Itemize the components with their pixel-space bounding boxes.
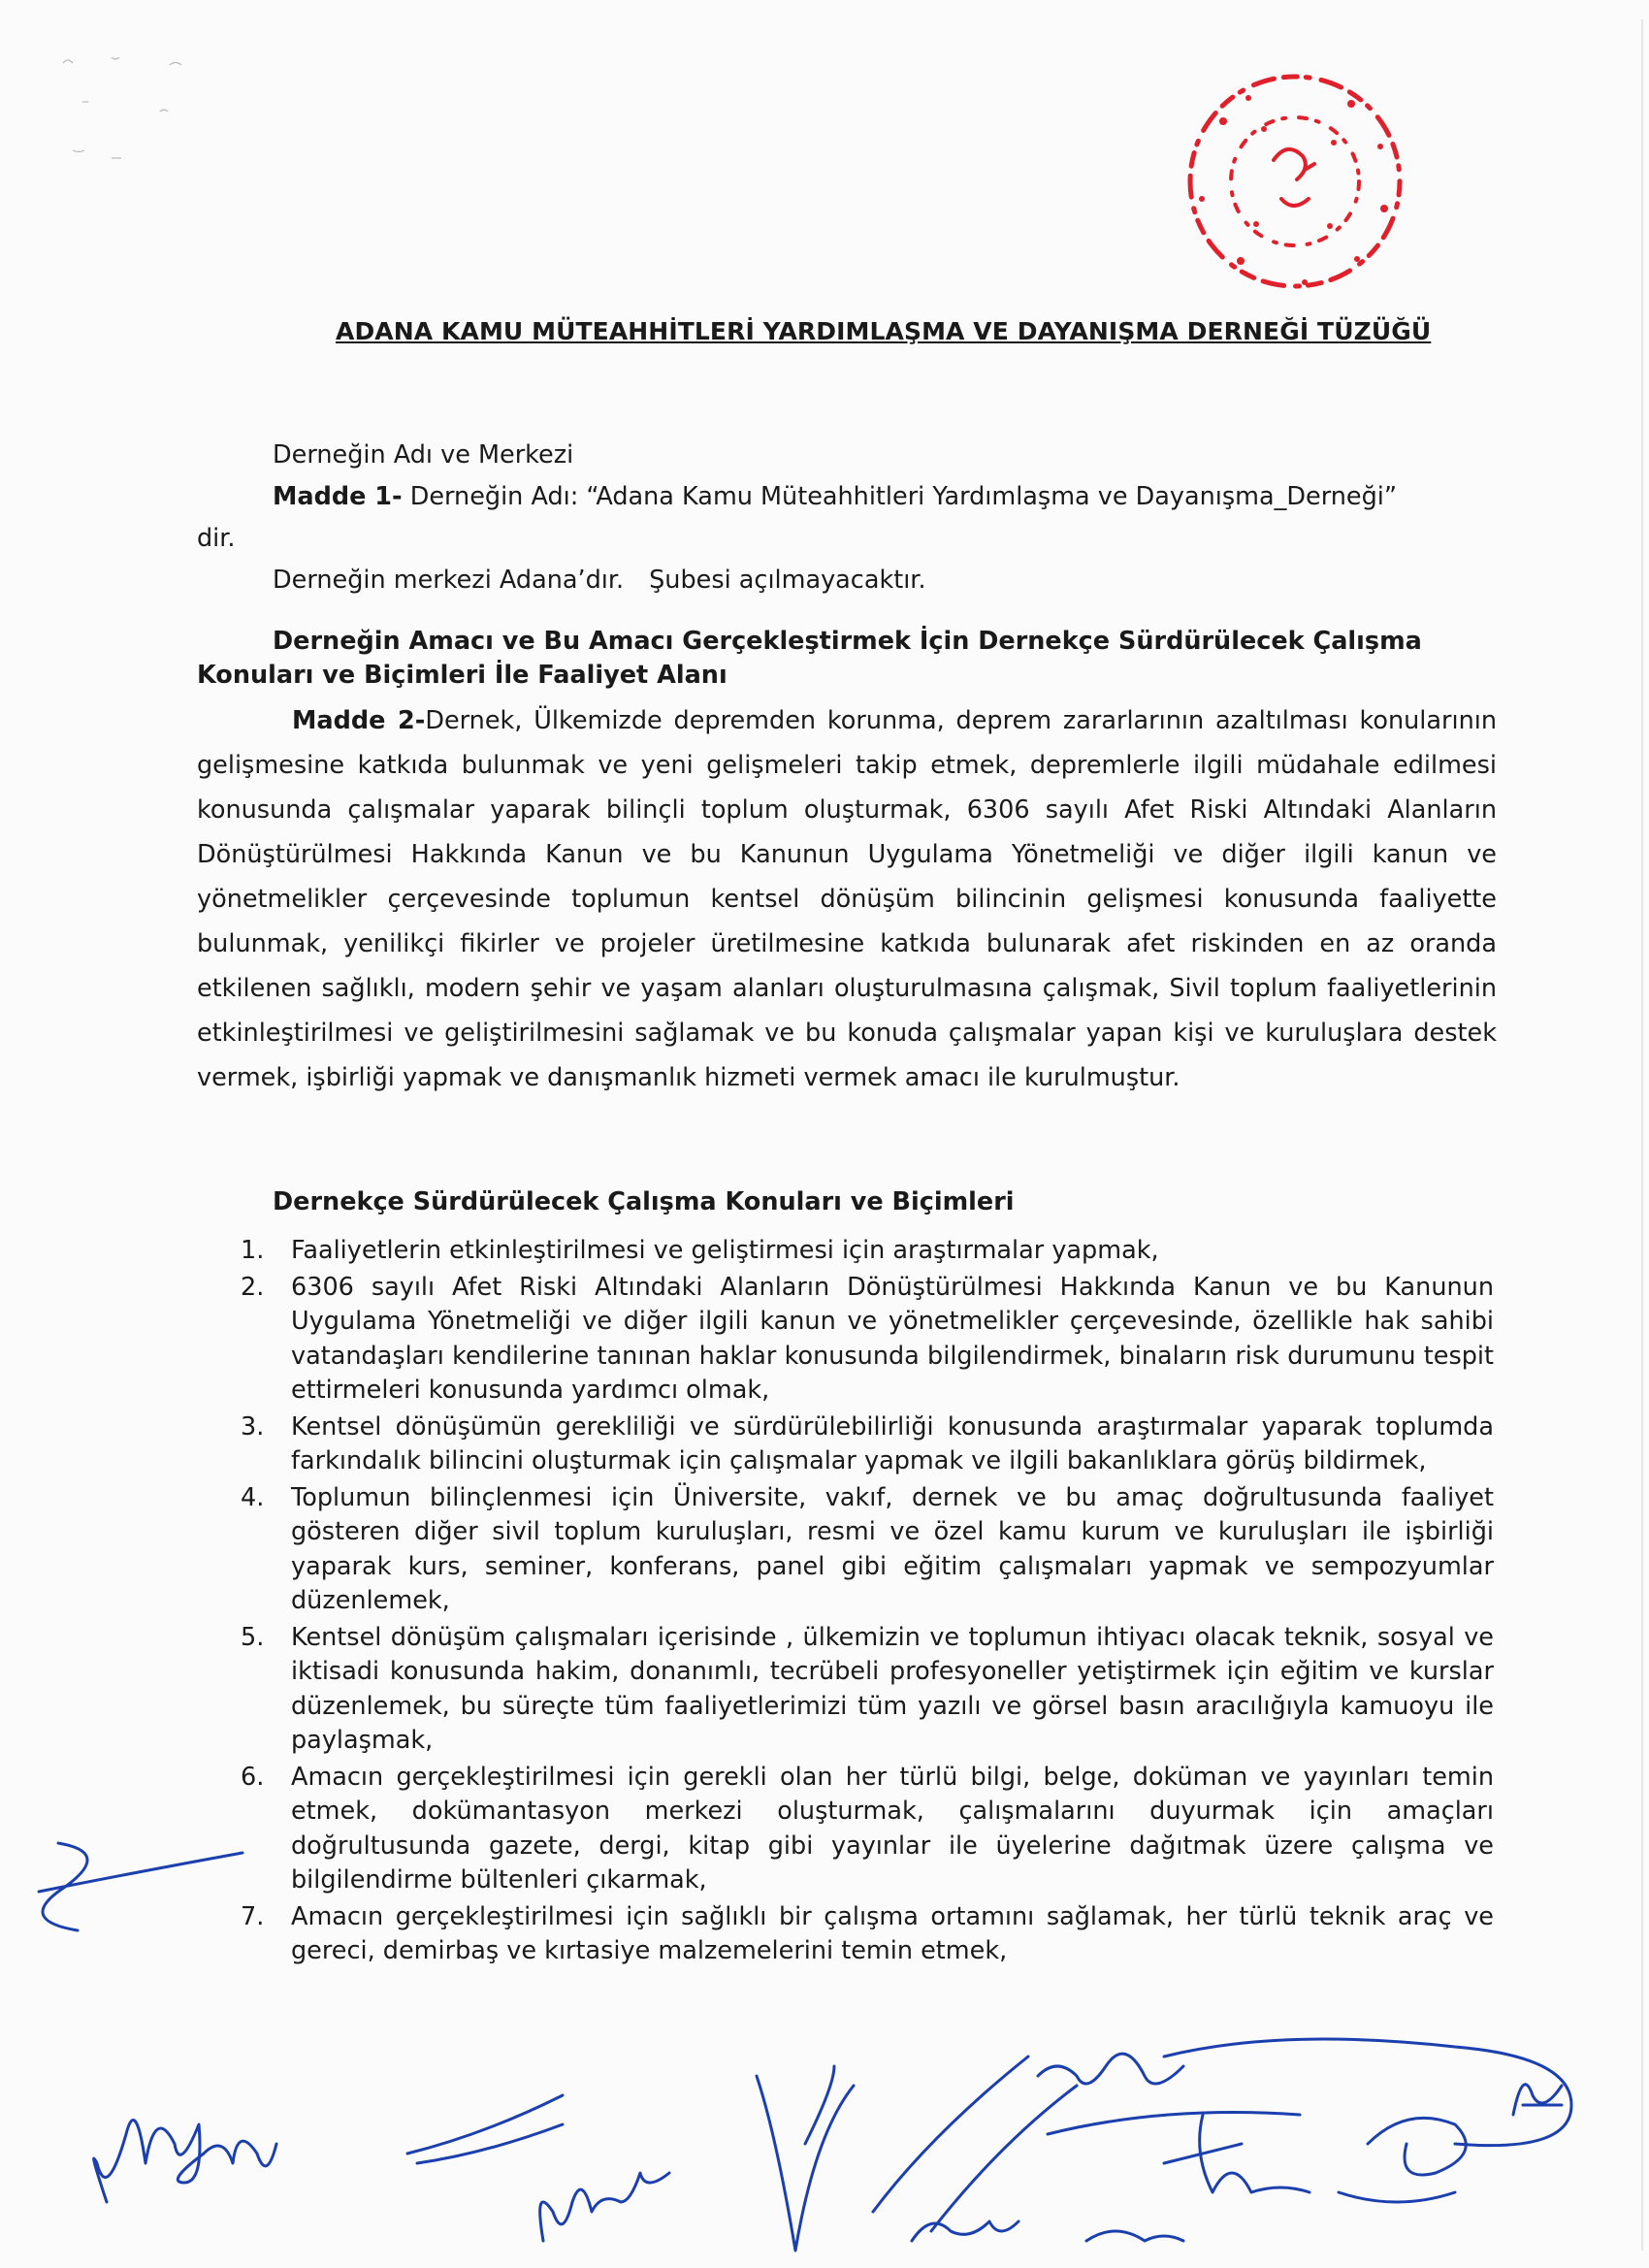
- signature-2: [407, 2095, 563, 2163]
- list-item: [241, 1481, 1494, 1619]
- item-number: 7.: [241, 1901, 265, 1931]
- item-number: 5.: [241, 1622, 265, 1652]
- signature-6: [1038, 2054, 1300, 2134]
- signature-9: [1339, 2118, 1466, 2202]
- item-text: Toplumun bilinçlenmesi için Üniversite, vakıf, dernek ve bu amaç doğrultusunda faaliyet gösteren diğer sivil toplum kuruluşları, resmi ve özel kamu kurum ve kuruluşları ile işbirliği yaparak kurs, seminer, konferans, panel gibi eğitim çalışmaları yapmak ve sempozyumlar düzenlemek,: [291, 1482, 1494, 1615]
- item-text: Kentsel dönüşüm çalışmaları içerisinde , ülkemizin ve toplumun ihtiyacı olacak teknik, sosyal ve iktisadi konusunda hakim, donanımlı, tecrübeli profesyoneller yetiştirmek için eğitim ve kurslar düzenlemek, bu süreçte tüm faaliyetlerimizi tüm yazılı ve görsel basın aracılığıyla kamuoyu ile paylaşmak,: [291, 1622, 1494, 1755]
- section3-heading: Dernekçe Sürdürülecek Çalışma Konuları ve Biçimleri: [273, 1187, 1015, 1216]
- madde1-label: Madde 1-: [273, 482, 403, 511]
- signature-4: [757, 2066, 854, 2251]
- signature-1: [94, 2120, 276, 2202]
- section1-heading: Derneğin Adı ve Merkezi: [273, 440, 574, 470]
- signature-7: [912, 2221, 1183, 2241]
- signature-11: [1513, 2085, 1562, 2115]
- madde2-label: Madde 2-: [292, 706, 426, 735]
- item-number: 1.: [241, 1236, 265, 1265]
- list-item: [241, 1621, 1494, 1759]
- signature-left-margin: [39, 1843, 242, 1930]
- scan-specks: [53, 44, 247, 179]
- madde2-paragraph: [197, 698, 1497, 1100]
- document-title: ADANA KAMU MÜTEAHHİTLERİ YARDIMLAŞMA VE DAYANIŞMA DERNEĞİ TÜZÜĞÜ: [336, 317, 1432, 345]
- dernek-merkezi: [273, 558, 926, 602]
- list-item: [241, 1234, 1494, 1269]
- signature-8: [1164, 2115, 1310, 2192]
- list-item: [241, 1271, 1494, 1409]
- madde2-text: Dernek, Ülkemizde depremden korunma, deprem zararlarının azaltılması konularının gelişmesine katkıda bulunmak ve yeni gelişmeleri takip etmek, depremlerle ilgili müdahale edilmesi konusunda çalışmalar yaparak bilinçli toplum oluşturmak, 6306 sayılı Afet Riski Altındaki Alanların Dönüştürülmesi Hakkında Kanun ve bu Kanunun Uygulama Yönetmeliği ve diğer ilgili kanun ve yönetmelikler çerçevesinde toplumun kentsel dönüşüm bilincinin gelişmesi konusunda faaliyette bulunmak, yenilikçi fikirler ve projeler üretilmesine katkıda bulunarak afet riskinden en az oranda etkilenen sağlıklı, modern şehir ve yaşam alanları oluşturulmasına çalışmak, Sivil toplum faaliyetlerinin etkinleştirilmesi ve geliştirilmesini sağlamak ve bu konuda çalışmalar yapan kişi ve kuruluşlara destek vermek, işbirliği yapmak ve danışmanlık hizmeti vermek amacı ile kurulmuştur.: [197, 706, 1497, 1092]
- item-text: Amacın gerçekleştirilmesi için sağlıklı bir çalışma ortamını sağlamak, her türlü teknik araç ve gereci, demirbaş ve kırtasiye malzemelerini temin etmek,: [291, 1901, 1494, 1965]
- red-seal-stamp: [1159, 53, 1421, 315]
- center-text: Derneğin merkezi Adana’dır.: [273, 566, 625, 595]
- item-text: Kentsel dönüşümün gerekliliği ve sürdürülebilirliği konusunda araştırmalar yaparak toplumda farkındalık bilincini oluşturmak için çalışmalar yapmak ve ilgili bakanlıklara görüş bildirmek,: [291, 1411, 1494, 1475]
- madde1-tail: dir.: [197, 524, 236, 553]
- branch-text: Şubesi açılmayacaktır.: [649, 566, 926, 595]
- item-text: Amacın gerçekleştirilmesi için gerekli olan her türlü bilgi, belge, doküman ve yayınları temin etmek, dokümantasyon merkezi oluşturmak, çalışmalarını duyurmak için amaçları doğrultusunda gazete, dergi, kitap gibi yayınlar ile üyelerine dağıtmak üzere çalışma ve bilgilendirme bültenleri çıkarmak,: [291, 1762, 1494, 1895]
- item-number: 4.: [241, 1482, 265, 1512]
- handwritten-signatures: [0, 1824, 1649, 2268]
- section2-heading: Derneğin Amacı ve Bu Amacı Gerçekleştirmek İçin Dernekçe Sürdürülecek Çalışma Konuları ve Biçimleri İle Faaliyet Alanı: [197, 627, 1422, 690]
- item-number: 6.: [241, 1762, 265, 1792]
- madde1-text: Derneğin Adı: “Adana Kamu Müteahhitleri Yardımlaşma ve Dayanışma_Derneği”: [402, 482, 1398, 511]
- madde1-paragraph: [273, 474, 1497, 519]
- item-number: 3.: [241, 1411, 265, 1442]
- list-item: [241, 1410, 1494, 1479]
- signature-10: [1164, 2039, 1571, 2146]
- signature-3: [540, 2173, 669, 2241]
- item-number: 2.: [241, 1272, 265, 1302]
- signature-5: [873, 2057, 1077, 2231]
- item-text: Faaliyetlerin etkinleştirilmesi ve geliştirmesi için araştırmalar yapmak,: [291, 1236, 1159, 1265]
- item-text: 6306 sayılı Afet Riski Altındaki Alanların Dönüştürülmesi Hakkında Kanun ve bu Kanunun Uygulama Yönetmeliği ve diğer ilgili kanun ve yönetmelikler çerçevesinde, özellikle hak sahibi vatandaşları kendilerine tanınan haklar konusunda bilgilendirmek, binaların risk durumunu tespit ettirmeleri konusunda yardımcı olmak,: [291, 1272, 1494, 1405]
